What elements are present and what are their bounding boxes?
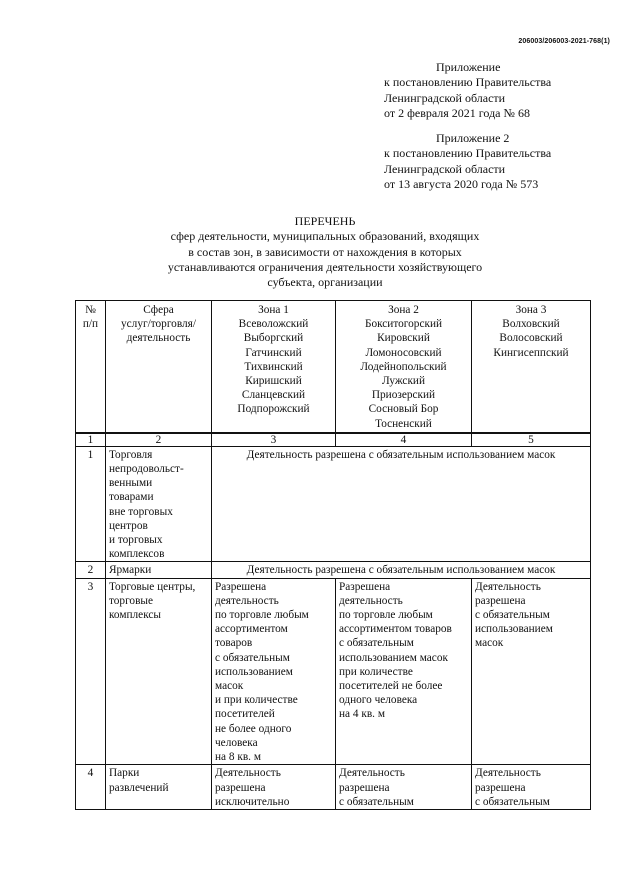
zones-table: [75, 300, 591, 810]
cell-line: масок: [475, 637, 504, 650]
cell-line: и при количестве: [215, 694, 298, 707]
title-line: сфер деятельности, муниципальных образований, входящих: [170, 229, 480, 244]
cell-line: Торговые центры,: [109, 580, 196, 593]
appendix-line: к постановлению Правительства: [384, 146, 552, 161]
title-line: устанавливаются ограничения деятельности хозяйствующего: [167, 259, 483, 274]
cell-line: Волховский: [502, 318, 560, 331]
cell-line: Тосненский: [375, 417, 432, 430]
cell-line: на 4 кв. м: [339, 708, 385, 721]
cell-line: с обязательным: [475, 795, 550, 808]
cell-line: исключительно: [215, 795, 290, 808]
cell-line: использованием: [475, 623, 553, 636]
cell-line: развлечений: [109, 781, 169, 794]
document-title: [90, 214, 560, 290]
appendix-line: от 13 августа 2020 года № 573: [384, 176, 539, 191]
appendix-line: от 2 февраля 2021 года № 68: [384, 105, 530, 120]
cell-line: Ярмарки: [109, 564, 152, 577]
cell-line: услуг/торговля/: [121, 318, 196, 331]
header-sphere: [106, 301, 212, 433]
row-zone-1: [212, 578, 336, 765]
appendix-line: Приложение: [436, 60, 501, 74]
appendix-line: Приложение 2: [436, 131, 510, 145]
cell-line: масок: [215, 680, 244, 693]
cell-line: Разрешена: [339, 580, 391, 593]
cell-line: Гатчинский: [245, 346, 302, 359]
cell-line: п/п: [82, 318, 99, 331]
cell-line: Торговля: [109, 448, 153, 461]
column-number: 4: [336, 433, 472, 447]
cell-line: Деятельность: [215, 767, 281, 780]
cell-line: Деятельность: [339, 767, 405, 780]
cell-line: Ломоносовский: [365, 346, 442, 359]
cell-line: венными: [109, 477, 153, 490]
cell-line: Лодейнопольский: [360, 360, 447, 373]
header-zone-2: [336, 301, 472, 433]
column-number: 1: [76, 433, 106, 447]
cell-line: комплексы: [109, 609, 162, 622]
appendix-current: [384, 60, 551, 121]
row-zone-1: [212, 765, 336, 810]
cell-line: ассортиментом товаров: [339, 623, 452, 636]
column-number: 5: [472, 433, 591, 447]
column-number: 2: [106, 433, 212, 447]
cell-line: торговые: [109, 594, 154, 607]
cell-line: Деятельность: [475, 580, 541, 593]
cell-line: на 8 кв. м: [215, 751, 261, 764]
row-merged-rule: Деятельность разрешена с обязательным использованием масок: [212, 446, 591, 562]
cell-line: деятельность: [126, 332, 191, 345]
cell-line: разрешена: [215, 781, 266, 794]
document-id: 206003/206003-2021-768(1): [518, 38, 610, 45]
header-zone-3: [472, 301, 591, 433]
row-zone-3: [472, 578, 591, 765]
cell-line: ассортиментом: [215, 623, 288, 636]
row-sphere: [106, 765, 212, 810]
cell-line: посетителей: [215, 708, 275, 721]
cell-line: Разрешена: [215, 580, 267, 593]
row-zone-3: [472, 765, 591, 810]
row-zone-2: [336, 765, 472, 810]
cell-line: Зона 2: [388, 304, 419, 316]
cell-line: Подпорожский: [237, 403, 310, 416]
row-sphere: [106, 578, 212, 765]
table-header-row: [76, 301, 591, 433]
cell-line: Выборгский: [243, 332, 304, 345]
title-line: в состав зон, в зависимости от нахождения в которых: [188, 244, 462, 259]
header-zone-1: [212, 301, 336, 433]
cell-line: с обязательным: [475, 609, 550, 622]
title-heading: ПЕРЕЧЕНЬ: [294, 214, 356, 228]
cell-line: использованием масок: [339, 651, 448, 664]
row-number: 2: [76, 562, 106, 578]
cell-line: использованием: [215, 665, 293, 678]
cell-line: человека: [215, 736, 258, 749]
cell-line: Всеволожский: [238, 318, 309, 331]
cell-line: непродовольст-: [109, 463, 184, 476]
row-number: 1: [76, 446, 106, 562]
appendix-line: Ленинградской области: [384, 90, 506, 105]
row-number: 3: [76, 578, 106, 765]
column-number: 3: [212, 433, 336, 447]
cell-line: разрешена: [475, 781, 526, 794]
row-number: 4: [76, 765, 106, 810]
cell-line: разрешена: [475, 594, 526, 607]
cell-line: разрешена: [339, 781, 390, 794]
cell-line: Волосовский: [499, 332, 563, 345]
cell-line: посетителей не более: [339, 680, 443, 693]
cell-line: с обязательным: [339, 637, 414, 650]
header-num: [76, 301, 106, 433]
cell-line: комплексов: [109, 548, 165, 561]
cell-line: Зона 1: [258, 304, 289, 316]
cell-line: с обязательным: [215, 651, 290, 664]
cell-line: Сфера: [143, 304, 174, 316]
table-row: [76, 578, 591, 765]
cell-line: Киришский: [245, 375, 302, 388]
appendix-line: Ленинградской области: [384, 161, 506, 176]
cell-line: по торговле любым: [339, 609, 433, 622]
cell-line: Сланцевский: [241, 389, 306, 402]
cell-line: Сосновый Бор: [368, 403, 439, 416]
cell-line: с обязательным: [339, 795, 414, 808]
cell-line: Парки: [109, 767, 140, 780]
cell-line: товаров: [215, 637, 253, 650]
appendix-line: к постановлению Правительства: [384, 75, 552, 90]
cell-line: по торговле любым: [215, 609, 309, 622]
cell-line: деятельность: [339, 594, 403, 607]
table-row: [76, 765, 591, 810]
cell-line: Кингисеппский: [493, 346, 569, 359]
cell-line: центров: [109, 519, 148, 532]
cell-line: Тихвинский: [244, 360, 303, 373]
appendix-original: [384, 131, 551, 192]
table-row: [76, 562, 591, 578]
row-merged-rule: Деятельность разрешена с обязательным использованием масок: [212, 562, 591, 578]
cell-line: Кировский: [377, 332, 430, 345]
cell-line: Зона 3: [515, 304, 547, 316]
cell-line: Приозерский: [371, 389, 436, 402]
cell-line: №: [85, 304, 96, 316]
cell-line: одного человека: [339, 694, 418, 707]
title-line: субъекта, организации: [267, 275, 383, 290]
cell-line: при количестве: [339, 665, 413, 678]
cell-line: не более одного: [215, 722, 292, 735]
cell-line: Бокситогорский: [364, 318, 443, 331]
cell-line: Деятельность: [475, 767, 541, 780]
row-sphere: [106, 562, 212, 578]
cell-line: вне торговых: [109, 505, 173, 518]
cell-line: Лужский: [381, 375, 426, 388]
row-zone-2: [336, 578, 472, 765]
cell-line: и торговых: [109, 534, 163, 547]
cell-line: товарами: [109, 491, 154, 504]
column-numbers-row: [76, 433, 591, 447]
cell-line: деятельность: [215, 594, 279, 607]
row-sphere: [106, 446, 212, 562]
table-row: [76, 446, 591, 562]
